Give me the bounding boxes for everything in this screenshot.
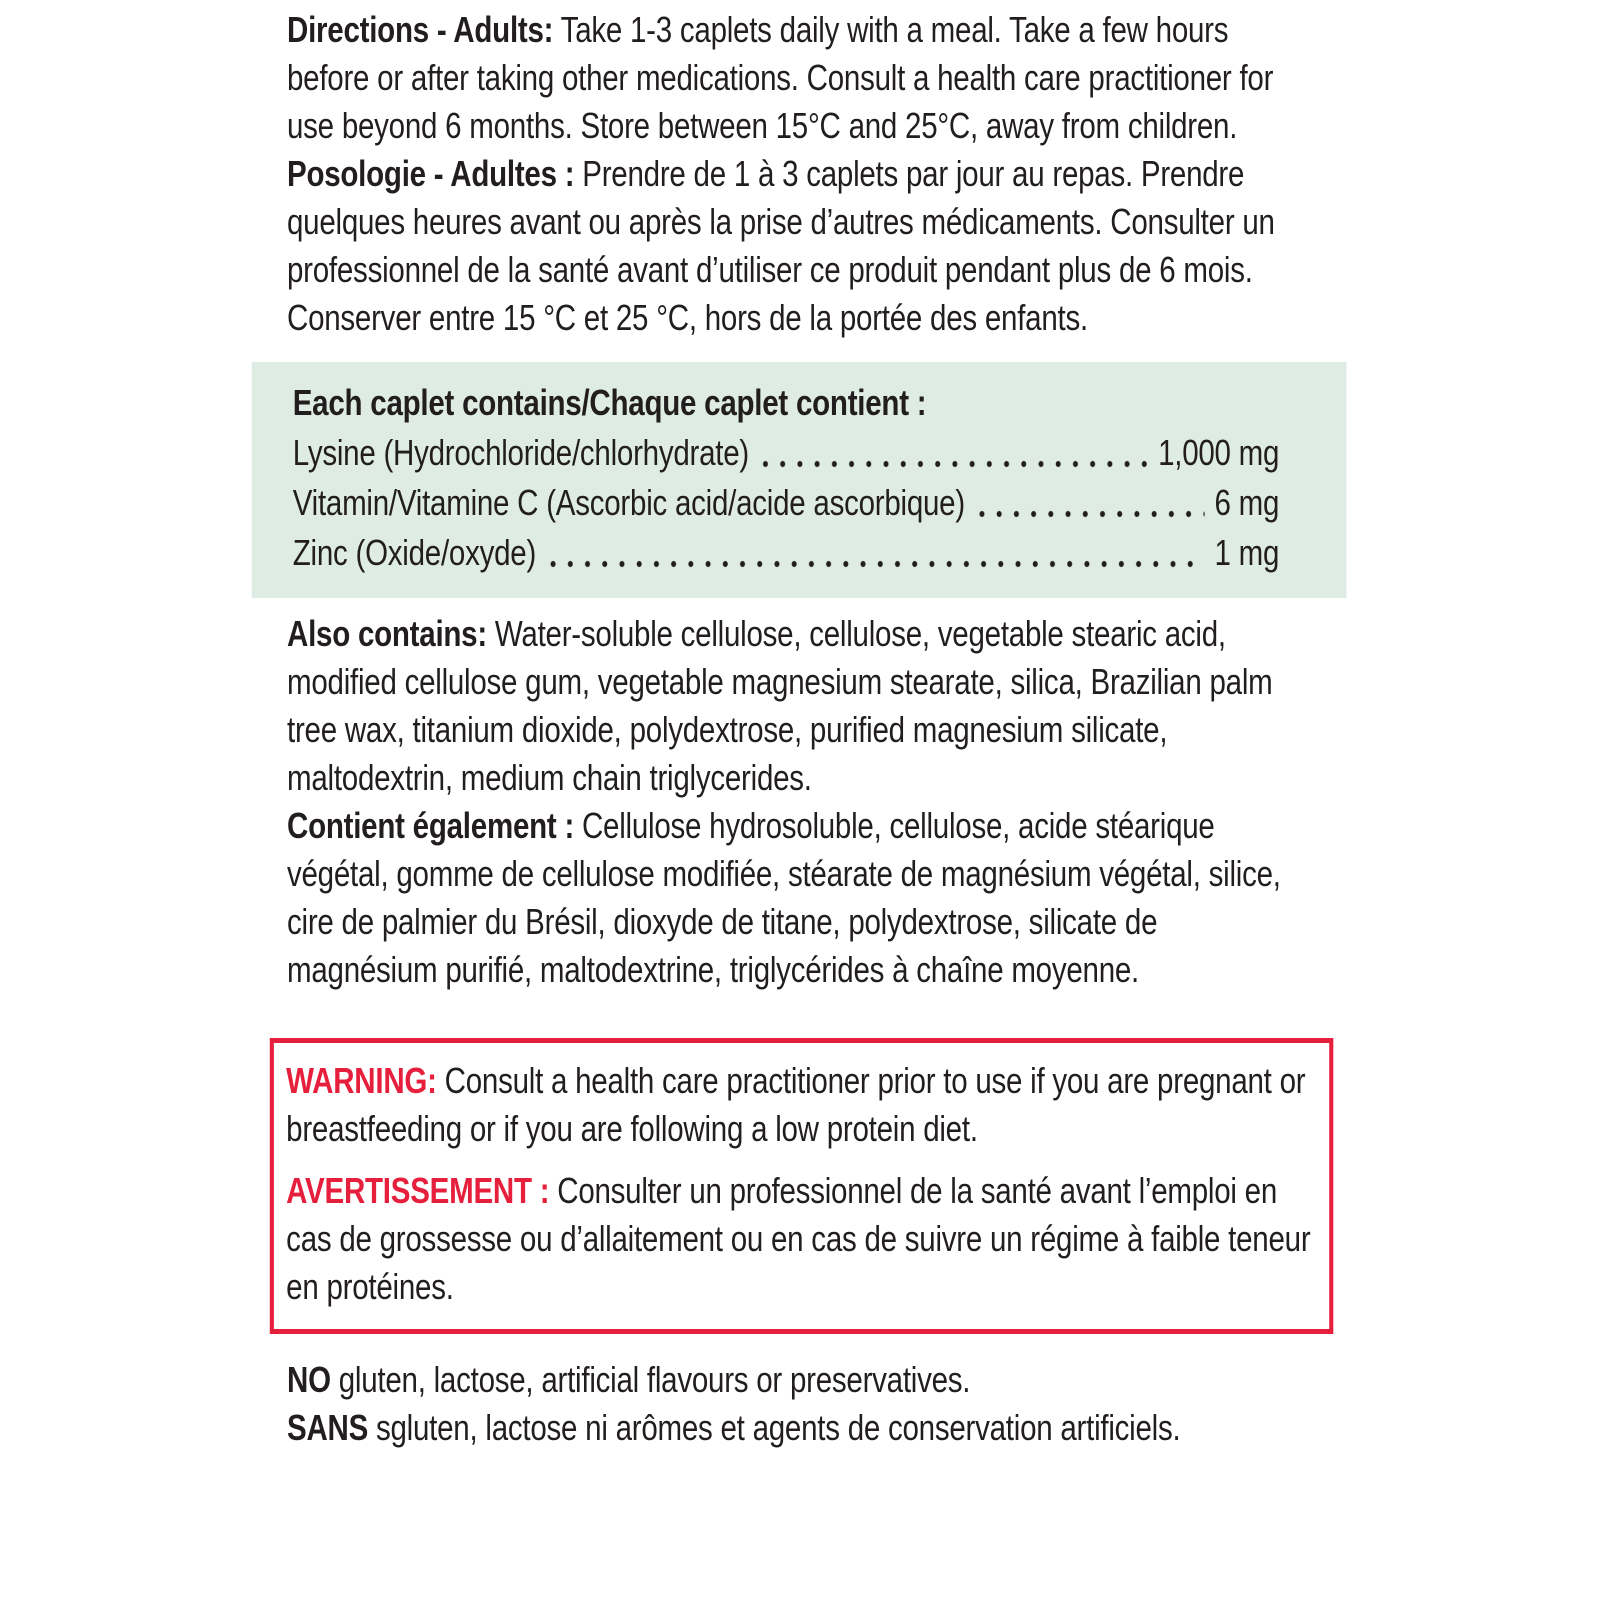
supplement-facts-heading: Each caplet contains/Chaque caplet contient :: [292, 382, 927, 423]
directions-fr: [287, 150, 1302, 342]
nutrient-amount: 1 mg: [1214, 532, 1280, 573]
warning-en-text: Consult a health care practitioner prior to use if you are pregnant or breastfeeding or if you are following a low protein diet.: [286, 1060, 1306, 1149]
supplement-facts-panel: [252, 362, 1347, 598]
dot-leader: [973, 478, 1205, 528]
nutrient-name: Lysine (Hydrochloride/chlorhydrate): [292, 432, 750, 473]
also-contains-en-text: Water-soluble cellulose, cellulose, vegetable stearic acid, modified cellulose gum, vegetable magnesium stearate, silica, Brazilian palm tree wax, titanium dioxide, polydextrose, purified magnesium silicate, maltodextrin, medium chain triglycerides.: [287, 613, 1273, 798]
label-text-column: [286, 6, 1311, 1452]
directions-en-label: Directions - Adults:: [287, 9, 554, 50]
also-contains-fr-text: Cellulose hydrosoluble, cellulose, acide stéarique végétal, gomme de cellulose modifiée, stéarate de magnésium végétal, silice, cire de palmier du Brésil, dioxyde de titane, polydextrose, silicate de magnésium purifié, maltodextrine, triglycérides à chaîne moyenne.: [287, 805, 1281, 990]
free-from-en: [287, 1356, 1302, 1404]
nutrient-name: Zinc (Oxide/oxyde): [292, 532, 537, 573]
warning-fr: [286, 1167, 1313, 1311]
free-from-fr-text: sgluten, lactose ni arômes et agents de conservation artificiels.: [375, 1407, 1181, 1448]
free-from-fr: [287, 1404, 1302, 1452]
nutrient-amount: 6 mg: [1214, 482, 1280, 523]
dot-leader: [544, 528, 1204, 578]
also-contains-fr-label: Contient également :: [287, 805, 575, 846]
free-from-en-label: NO: [287, 1359, 331, 1400]
directions-en: [287, 6, 1302, 150]
also-contains-fr: [287, 802, 1302, 994]
supplement-row: [293, 478, 1279, 528]
directions-fr-label: Posologie - Adultes :: [287, 153, 575, 194]
warning-fr-label: AVERTISSEMENT :: [286, 1170, 550, 1211]
warning-fr-text: Consulter un professionnel de la santé avant l’emploi en cas de grossesse ou d’allaitement ou en cas de suivre un régime à faible teneur en protéines.: [286, 1170, 1311, 1307]
directions-en-text: Take 1-3 caplets daily with a meal. Take a few hours before or after taking other medications. Consult a health care practitioner for use beyond 6 months. Store between 15°C and 25°C, away from children.: [287, 9, 1274, 146]
nutrient-amount: 1,000 mg: [1158, 432, 1280, 473]
also-contains-en-label: Also contains:: [287, 613, 487, 654]
nutrient-name: Vitamin/Vitamine C (Ascorbic acid/acide ascorbique): [292, 482, 965, 523]
free-from-fr-label: SANS: [287, 1407, 369, 1448]
also-contains-en: [287, 610, 1302, 802]
directions-fr-text: Prendre de 1 à 3 caplets par jour au repas. Prendre quelques heures avant ou après la prise d’autres médicaments. Consulter un professionnel de la santé avant d’utiliser ce produit pendant plus de 6 mois. Conserver entre 15 °C et 25 °C, hors de la portée des enfants.: [287, 153, 1275, 338]
warning-box: [270, 1038, 1334, 1334]
supplement-row: [293, 428, 1279, 478]
supplement-row: [293, 528, 1279, 578]
free-from-section: [287, 1356, 1302, 1452]
dot-leader: [757, 428, 1148, 478]
free-from-en-text: gluten, lactose, artificial flavours or preservatives.: [338, 1359, 971, 1400]
warning-en-label: WARNING:: [286, 1060, 437, 1101]
warning-en: [286, 1057, 1313, 1153]
